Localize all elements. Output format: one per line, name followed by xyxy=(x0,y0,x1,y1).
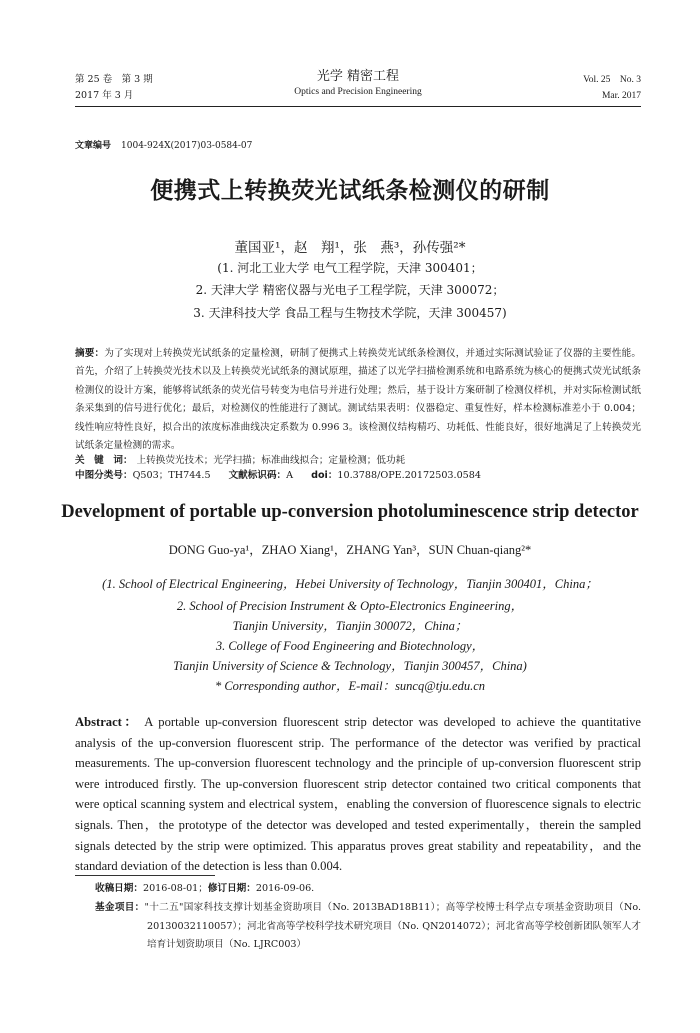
running-header xyxy=(75,68,641,108)
received-label: 收稿日期： xyxy=(95,883,143,894)
funding-text: "十二五"国家科技支撑计划基金资助项目（No. 2013BAD18B11）；高等学校博士科学点专项基金资助项目（No. 20130032110057）；河北省高等学校科学技术研究项目（No. QN2014072）；河北省高等学校创新团队领军人才培育计划资助项目（No. LJRC003） xyxy=(144,902,642,950)
affiliation-cn-2: 2. 天津大学 精密仪器与光电子工程学院，天津 300072； xyxy=(195,283,505,297)
header-rule xyxy=(75,106,641,107)
title-cn: 便携式上转换荧光试纸条检测仪的研制 xyxy=(150,178,550,204)
abstract-en-label: Abstract： xyxy=(75,715,140,729)
keywords-cn xyxy=(75,452,641,466)
revised-value: 2016-09-06. xyxy=(255,883,315,894)
date-line-cn: 2017 年 3 月 xyxy=(75,90,134,101)
clc-value: Q503；TH744.5 xyxy=(132,470,211,481)
volume-issue-en xyxy=(583,72,641,104)
funding-label: 基金项目： xyxy=(95,902,145,913)
journal-name-en: Optics and Precision Engineering xyxy=(294,87,422,97)
funding xyxy=(95,899,641,955)
affiliation-en-1: (1. School of Electrical Engineering，Hebei University of Technology，Tianjin 300401，China； xyxy=(102,577,598,591)
abstract-cn-text: 为了实现对上转换荧光试纸条的定量检测，研制了便携式上转换荧光试纸条检测仪，并通过实际测试验证了仪器的主要性能。首先，介绍了上转换荧光技术以及上转换荧光试纸条的测试原理，描述了以光学扫描检测系统和电路系统为核心的便携式荧光试纸条检测仪的设计方案，能够将试纸条的荧光信号转变为电信号并进行处理；然后，基于设计方案研制了检测仪样机，并对实际检测试纸条采集到的信号进行优化；最后，对检测仪的性能进行了测试。测试结果表明：仪器稳定、重复性好，样本检测标准差小于 0.004；线性响应特性良好，拟合出的浓度标准曲线决定系数为 0.996 3。该检测仪结构精巧、功耗低、性能良好，很好地满足了上转换荧光试纸条定量检测的需求。 xyxy=(75,348,642,452)
abstract-cn xyxy=(75,345,641,455)
affiliation-cn-1: (1. 河北工业大学 电气工程学院，天津 300401； xyxy=(217,261,483,275)
volume-issue-line: 第 25 卷 第 3 期 xyxy=(75,74,153,85)
keywords-cn-text: 上转换荧光技术；光学扫描；标准曲线拟合；定量检测；低功耗 xyxy=(136,455,406,466)
title-en: Development of portable up-conversion photoluminescence strip detector xyxy=(61,502,639,522)
authors-cn: 董国亚¹，赵 翔¹，张 燕³，孙传强²* xyxy=(234,240,466,256)
keywords-cn-label: 关 键 词： xyxy=(75,455,133,466)
article-number-label: 文章编号 xyxy=(75,141,112,151)
classification-line xyxy=(75,468,641,484)
authors-en: DONG Guo-ya¹，ZHAO Xiang¹，ZHANG Yan³，SUN Chuan-qiang²* xyxy=(168,543,532,557)
abstract-en xyxy=(75,712,641,877)
abstract-en-text: A portable up-conversion fluorescent strip detector was developed to achieve the quantitative analysis of the up-conversion fluorescent strip. The performance of the detector was verified by practical measurements. The up-conversion fluorescent technology and the principle of up-conversion fluorescent strip were introduced firstly. The up-conversion fluorescent strip detector contained two critical components that were optical scanning system and electrical system，enabling the conversion of fluorescence signals to electric signals. Then，the prototype of the detector was developed and tested experimentally，therein the sampled signals detected by the strip were optimized. This apparatus proves great stability and repeatability，and the standard deviation of the detection is less than 0.004. xyxy=(75,715,641,874)
affiliation-en-5: Tianjin University of Science & Technology，Tianjin 300457，China) xyxy=(173,659,527,673)
abstract-cn-label: 摘要： xyxy=(75,348,105,359)
date-line-en: Mar. 2017 xyxy=(601,91,641,101)
received-dates xyxy=(95,880,641,899)
doc-code-value: A xyxy=(286,470,294,481)
received-value: 2016-08-01； xyxy=(142,883,208,894)
doi-value: 10.3788/OPE.20172503.0584 xyxy=(337,470,481,481)
doc-code-label: 文献标识码： xyxy=(228,470,287,481)
affiliation-cn-3: 3. 天津科技大学 食品工程与生物技术学院，天津 300457) xyxy=(193,306,507,320)
article-number-value: 1004-924X(2017)03-0584-07 xyxy=(121,141,253,151)
article-number xyxy=(75,138,252,151)
journal-name-cn: 光学 精密工程 xyxy=(316,69,400,84)
revised-label: 修订日期： xyxy=(207,883,256,894)
affiliation-en-3: Tianjin University，Tianjin 300072，China； xyxy=(232,619,468,633)
volume-issue-en-line: Vol. 25 No. 3 xyxy=(583,75,641,85)
corresponding-author: * Corresponding author，E-mail：suncq@tju.edu.cn xyxy=(214,679,486,693)
affiliation-en-2: 2. School of Precision Instrument & Opto-Electronics Engineering， xyxy=(176,599,524,613)
doi-label: doi： xyxy=(311,470,338,481)
clc-label: 中图分类号： xyxy=(75,470,133,481)
footnote-rule xyxy=(75,875,215,876)
affiliation-en-4: 3. College of Food Engineering and Biotechnology， xyxy=(215,639,485,653)
journal-name xyxy=(75,68,641,99)
